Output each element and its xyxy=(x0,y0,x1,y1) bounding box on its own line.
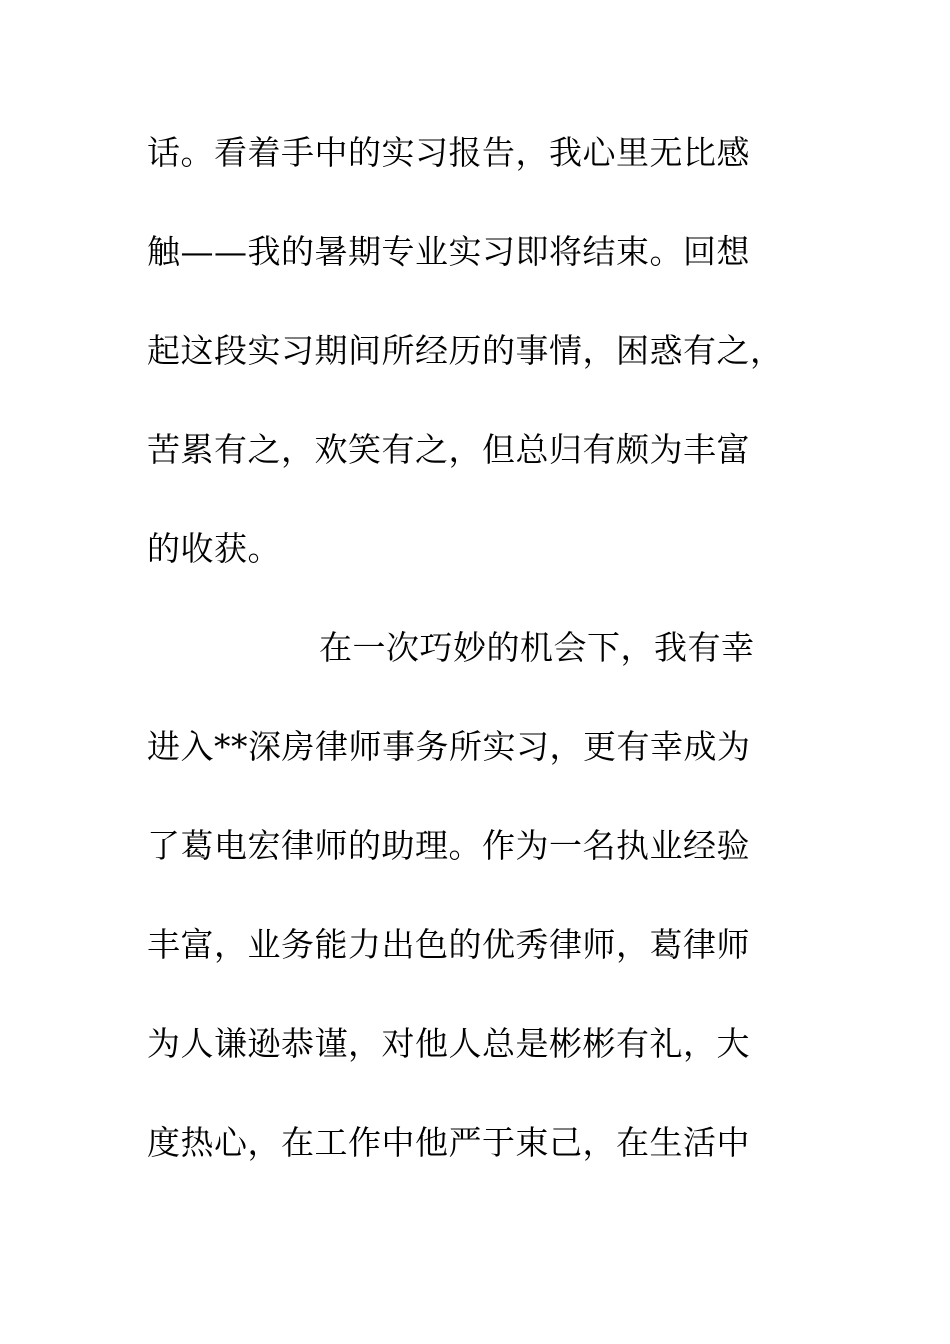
text-line-7: 进入**深房律师事务所实习，更有幸成为 xyxy=(147,727,751,766)
document-body xyxy=(147,128,827,1217)
text-line-8: 了葛电宏律师的助理。作为一名执业经验 xyxy=(147,826,750,865)
text-line-2: 触——我的暑期专业实习即将结束。回想 xyxy=(147,232,750,271)
text-line-5: 的收获。 xyxy=(147,529,281,568)
text-line-1: 话。看着手中的实习报告，我心里无比感 xyxy=(147,133,750,172)
text-line-9: 丰富，业务能力出色的优秀律师，葛律师 xyxy=(147,925,750,964)
text-line-11: 度热心，在工作中他严于束己，在生活中 xyxy=(147,1123,750,1162)
text-line-6-paragraph-start: 在一次巧妙的机会下，我有幸 xyxy=(319,628,755,667)
text-line-10: 为人谦逊恭谨，对他人总是彬彬有礼，大 xyxy=(147,1024,750,1063)
text-line-3: 起这段实习期间所经历的事情，困惑有之， xyxy=(147,331,784,370)
text-line-4: 苦累有之，欢笑有之，但总归有颇为丰富 xyxy=(147,430,750,469)
